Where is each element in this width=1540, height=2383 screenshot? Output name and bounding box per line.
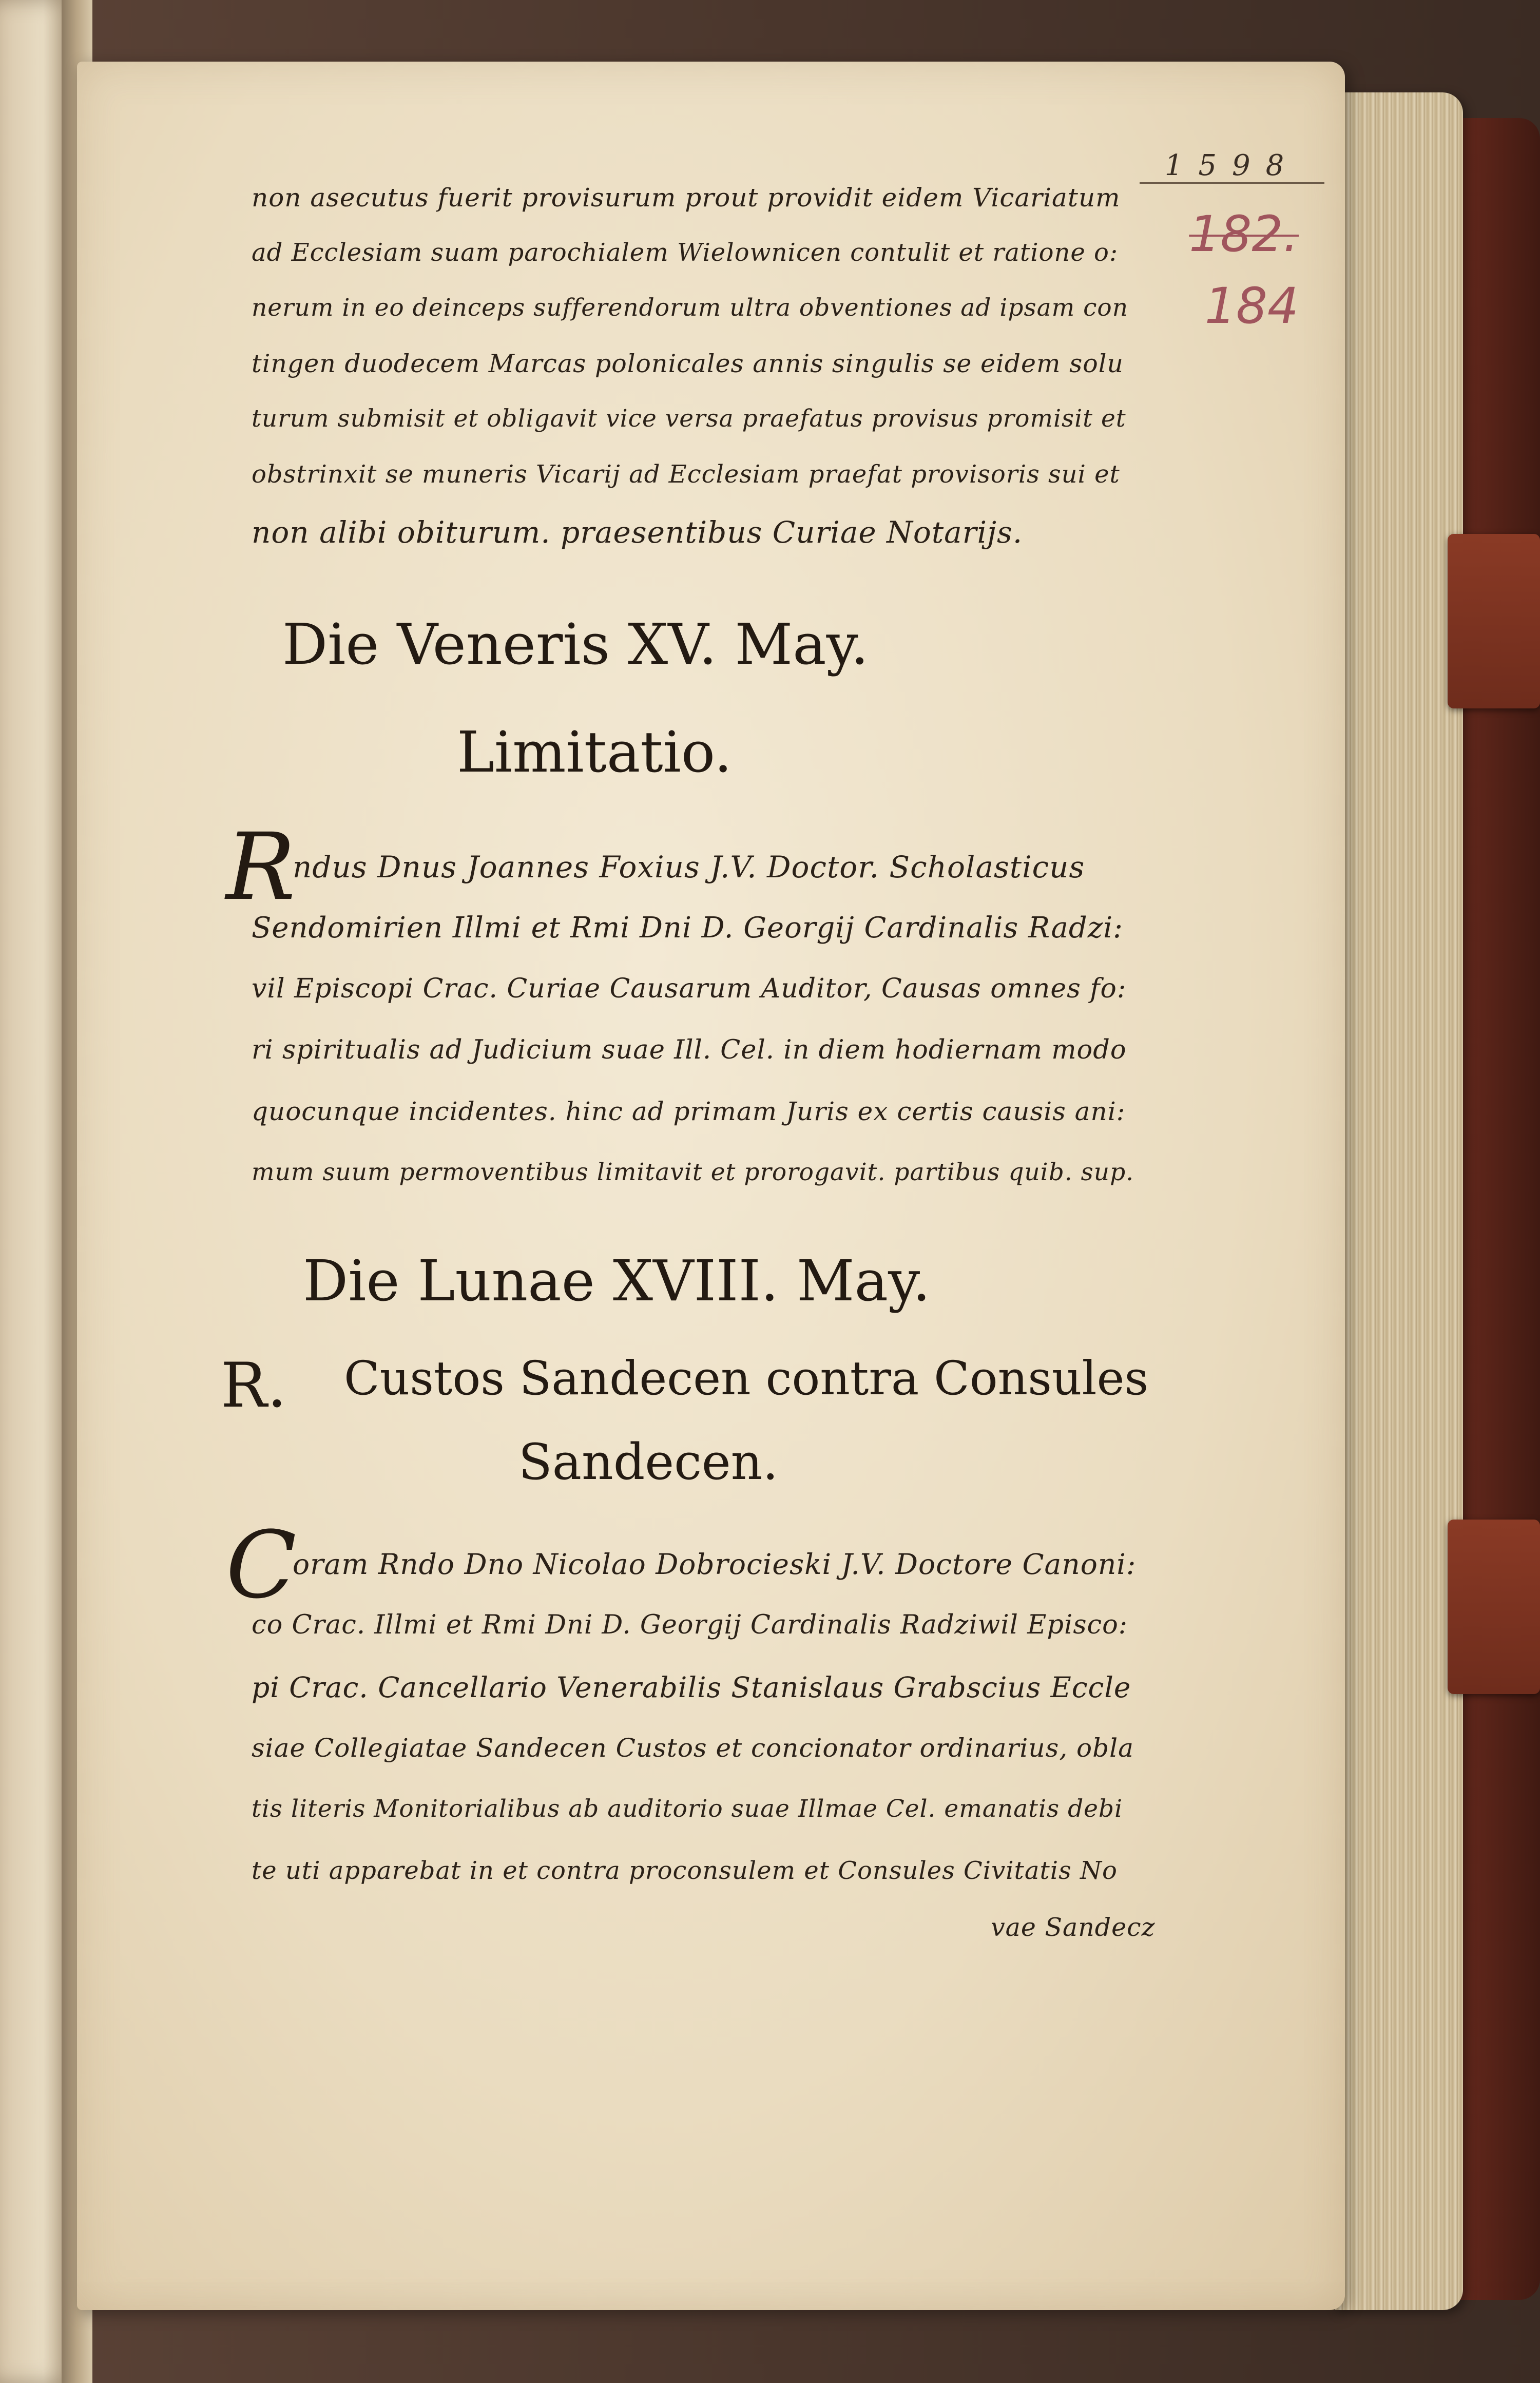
text-line: nerum in eo deinceps sufferendorum ultra obventiones ad ipsam con — [252, 294, 1128, 322]
text-line: vil Episcopi Crac. Curiae Causarum Auditor, Causas omnes fo: — [252, 973, 1127, 1004]
date-heading: Die Lunae XVIII. May. — [303, 1248, 931, 1314]
text-line: quocunque incidentes. hinc ad primam Juris ex certis causis ani: — [252, 1097, 1126, 1126]
text-line: tingen duodecem Marcas polonicales annis singulis se eidem solu — [252, 349, 1124, 378]
text-line: vae Sandecz — [991, 1913, 1156, 1942]
clasp-strap-top — [1448, 534, 1540, 708]
initial-letter: C — [226, 1512, 297, 1619]
text-line: oram Rndo Dno Nicolao Dobrocieski J.V. Doctore Canoni: — [293, 1548, 1137, 1581]
manuscript-page — [77, 62, 1345, 2310]
initial-letter: R — [226, 814, 296, 921]
text-line: obstrinxit se muneris Vicarij ad Ecclesiam praefat provisoris sui et — [252, 460, 1120, 489]
text-line: ri spiritualis ad Judicium suae Ill. Cel. in diem hodiernam modo — [252, 1035, 1127, 1065]
text-line: non alibi obiturum. praesentibus Curiae Notarijs. — [252, 515, 1023, 550]
page-content — [77, 62, 1345, 2310]
text-line: non asecutus fuerit provisurum prout providit eidem Vicariatum — [252, 183, 1121, 213]
clasp-strap-bottom — [1448, 1520, 1540, 1694]
case-title-line: Sandecen. — [518, 1433, 779, 1491]
text-line: Sendomirien Illmi et Rmi Dni D. Georgij Cardinalis Radzi: — [252, 911, 1124, 945]
left-page-edge — [0, 0, 72, 2383]
folio-number: 184 — [1204, 277, 1299, 335]
text-line: ndus Dnus Joannes Foxius J.V. Doctor. Scholasticus — [293, 850, 1085, 885]
text-line: turum submisit et obligavit vice versa praefatus provisus promisit et — [252, 405, 1126, 433]
folio-year: 1598 — [1140, 149, 1324, 184]
text-line: te uti apparebat in et contra proconsulem et Consules Civitatis No — [252, 1856, 1118, 1885]
case-mark: R. — [221, 1350, 287, 1421]
text-line: siae Collegiatae Sandecen Custos et concionator ordinarius, obla — [252, 1733, 1134, 1763]
text-line: pi Crac. Cancellario Venerabilis Stanislaus Grabscius Eccle — [252, 1671, 1131, 1704]
text-line: mum suum permoventibus limitavit et prorogavit. partibus quib. sup. — [252, 1158, 1134, 1186]
page-edges — [1335, 92, 1463, 2310]
text-line: tis literis Monitorialibus ab auditorio suae Illmae Cel. emanatis debi — [252, 1795, 1123, 1823]
section-heading: Limitatio. — [457, 719, 733, 785]
text-line: ad Ecclesiam suam parochialem Wielownicen contulit et ratione o: — [252, 238, 1119, 267]
text-line: co Crac. Illmi et Rmi Dni D. Georgij Cardinalis Radziwil Episco: — [252, 1610, 1128, 1640]
date-heading: Die Veneris XV. May. — [282, 611, 869, 677]
case-title-line: Custos Sandecen contra Consules — [344, 1352, 1149, 1406]
folio-number-struck: 182. — [1189, 205, 1299, 263]
